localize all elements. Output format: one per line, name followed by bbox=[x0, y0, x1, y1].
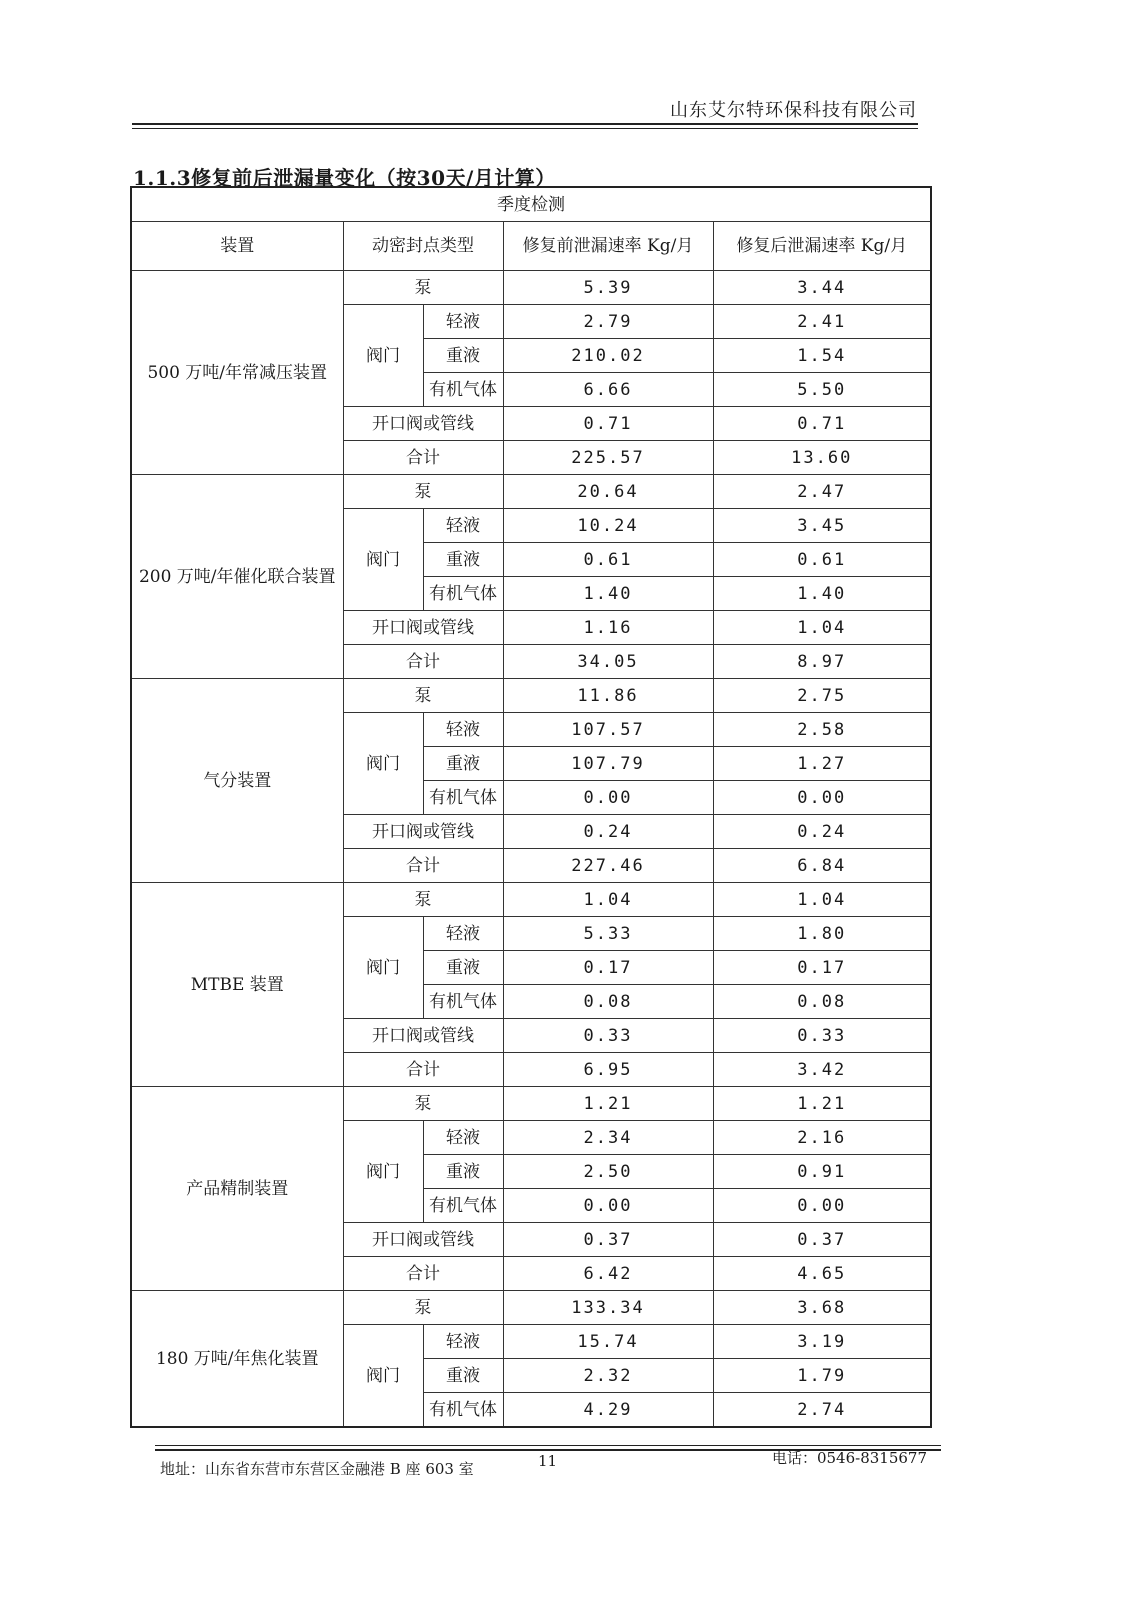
valve-subtype-heavy: 重液 bbox=[423, 543, 503, 577]
table-row bbox=[131, 475, 931, 509]
before-value: 0.33 bbox=[503, 1019, 713, 1053]
page-number: 11 bbox=[538, 1452, 558, 1470]
after-value: 2.74 bbox=[713, 1393, 931, 1428]
table-row bbox=[131, 1291, 931, 1325]
device-name: 180 万吨/年焦化装置 bbox=[131, 1291, 343, 1428]
seal-type-pump: 泵 bbox=[343, 883, 503, 917]
seal-type-valve: 阀门 bbox=[343, 1121, 423, 1223]
before-value: 107.79 bbox=[503, 747, 713, 781]
seal-type-total: 合计 bbox=[343, 441, 503, 475]
after-value: 6.84 bbox=[713, 849, 931, 883]
before-value: 133.34 bbox=[503, 1291, 713, 1325]
seal-type-open: 开口阀或管线 bbox=[343, 1019, 503, 1053]
valve-subtype-heavy: 重液 bbox=[423, 1155, 503, 1189]
seal-type-open: 开口阀或管线 bbox=[343, 815, 503, 849]
header-device: 装置 bbox=[131, 222, 343, 271]
before-value: 15.74 bbox=[503, 1325, 713, 1359]
after-value: 13.60 bbox=[713, 441, 931, 475]
before-value: 225.57 bbox=[503, 441, 713, 475]
seal-type-valve: 阀门 bbox=[343, 713, 423, 815]
after-value: 1.54 bbox=[713, 339, 931, 373]
valve-subtype-light: 轻液 bbox=[423, 305, 503, 339]
before-value: 1.40 bbox=[503, 577, 713, 611]
header-rule bbox=[132, 123, 918, 125]
seal-type-open: 开口阀或管线 bbox=[343, 611, 503, 645]
seal-type-pump: 泵 bbox=[343, 679, 503, 713]
valve-subtype-heavy: 重液 bbox=[423, 747, 503, 781]
before-value: 4.29 bbox=[503, 1393, 713, 1428]
after-value: 4.65 bbox=[713, 1257, 931, 1291]
before-value: 1.16 bbox=[503, 611, 713, 645]
valve-subtype-gas: 有机气体 bbox=[423, 577, 503, 611]
before-value: 20.64 bbox=[503, 475, 713, 509]
before-value: 5.33 bbox=[503, 917, 713, 951]
after-value: 0.33 bbox=[713, 1019, 931, 1053]
header-rule-thin bbox=[132, 128, 918, 129]
before-value: 11.86 bbox=[503, 679, 713, 713]
after-value: 3.68 bbox=[713, 1291, 931, 1325]
after-value: 3.45 bbox=[713, 509, 931, 543]
after-value: 0.00 bbox=[713, 781, 931, 815]
header-seal-type: 动密封点类型 bbox=[343, 222, 503, 271]
before-value: 2.34 bbox=[503, 1121, 713, 1155]
after-value: 3.19 bbox=[713, 1325, 931, 1359]
after-value: 3.42 bbox=[713, 1053, 931, 1087]
after-value: 1.79 bbox=[713, 1359, 931, 1393]
header-before-rate: 修复前泄漏速率 Kg/月 bbox=[503, 222, 713, 271]
before-value: 0.00 bbox=[503, 781, 713, 815]
footer-phone: 电话：0546-8315677 bbox=[771, 1449, 927, 1467]
after-value: 8.97 bbox=[713, 645, 931, 679]
season-label: 季度检测 bbox=[131, 187, 931, 222]
before-value: 2.32 bbox=[503, 1359, 713, 1393]
before-value: 0.08 bbox=[503, 985, 713, 1019]
seal-type-pump: 泵 bbox=[343, 271, 503, 305]
table-row bbox=[131, 1087, 931, 1121]
before-value: 34.05 bbox=[503, 645, 713, 679]
before-value: 0.61 bbox=[503, 543, 713, 577]
seal-type-total: 合计 bbox=[343, 849, 503, 883]
before-value: 0.24 bbox=[503, 815, 713, 849]
footer-rule-thin bbox=[155, 1445, 941, 1446]
before-value: 6.95 bbox=[503, 1053, 713, 1087]
company-name: 山东艾尔特环保科技有限公司 bbox=[670, 100, 917, 121]
valve-subtype-gas: 有机气体 bbox=[423, 373, 503, 407]
before-value: 2.50 bbox=[503, 1155, 713, 1189]
before-value: 6.42 bbox=[503, 1257, 713, 1291]
before-value: 1.21 bbox=[503, 1087, 713, 1121]
table-row bbox=[131, 679, 931, 713]
seal-type-valve: 阀门 bbox=[343, 305, 423, 407]
valve-subtype-light: 轻液 bbox=[423, 713, 503, 747]
valve-subtype-light: 轻液 bbox=[423, 917, 503, 951]
before-value: 227.46 bbox=[503, 849, 713, 883]
after-value: 2.58 bbox=[713, 713, 931, 747]
seal-type-open: 开口阀或管线 bbox=[343, 407, 503, 441]
device-name: 500 万吨/年常减压装置 bbox=[131, 271, 343, 475]
before-value: 0.17 bbox=[503, 951, 713, 985]
section-title: 1.1.3修复前后泄漏量变化（按30天/月计算） bbox=[133, 166, 556, 190]
valve-subtype-light: 轻液 bbox=[423, 1121, 503, 1155]
after-value: 2.75 bbox=[713, 679, 931, 713]
device-name: MTBE 装置 bbox=[131, 883, 343, 1087]
valve-subtype-gas: 有机气体 bbox=[423, 985, 503, 1019]
after-value: 0.91 bbox=[713, 1155, 931, 1189]
seal-type-total: 合计 bbox=[343, 645, 503, 679]
after-value: 0.61 bbox=[713, 543, 931, 577]
before-value: 6.66 bbox=[503, 373, 713, 407]
valve-subtype-light: 轻液 bbox=[423, 1325, 503, 1359]
after-value: 2.16 bbox=[713, 1121, 931, 1155]
seal-type-open: 开口阀或管线 bbox=[343, 1223, 503, 1257]
seal-type-pump: 泵 bbox=[343, 475, 503, 509]
valve-subtype-gas: 有机气体 bbox=[423, 1189, 503, 1223]
seal-type-valve: 阀门 bbox=[343, 917, 423, 1019]
table-row bbox=[131, 883, 931, 917]
before-value: 1.04 bbox=[503, 883, 713, 917]
after-value: 1.21 bbox=[713, 1087, 931, 1121]
after-value: 1.04 bbox=[713, 611, 931, 645]
device-name: 产品精制装置 bbox=[131, 1087, 343, 1291]
seal-type-valve: 阀门 bbox=[343, 1325, 423, 1428]
before-value: 2.79 bbox=[503, 305, 713, 339]
after-value: 3.44 bbox=[713, 271, 931, 305]
leak-rate-table bbox=[130, 186, 932, 1428]
valve-subtype-gas: 有机气体 bbox=[423, 1393, 503, 1428]
before-value: 10.24 bbox=[503, 509, 713, 543]
before-value: 210.02 bbox=[503, 339, 713, 373]
table-row bbox=[131, 271, 931, 305]
before-value: 0.37 bbox=[503, 1223, 713, 1257]
after-value: 0.37 bbox=[713, 1223, 931, 1257]
valve-subtype-heavy: 重液 bbox=[423, 951, 503, 985]
valve-subtype-heavy: 重液 bbox=[423, 1359, 503, 1393]
seal-type-valve: 阀门 bbox=[343, 509, 423, 611]
before-value: 0.00 bbox=[503, 1189, 713, 1223]
before-value: 0.71 bbox=[503, 407, 713, 441]
after-value: 1.40 bbox=[713, 577, 931, 611]
valve-subtype-gas: 有机气体 bbox=[423, 781, 503, 815]
after-value: 0.24 bbox=[713, 815, 931, 849]
valve-subtype-heavy: 重液 bbox=[423, 339, 503, 373]
after-value: 1.80 bbox=[713, 917, 931, 951]
seal-type-pump: 泵 bbox=[343, 1087, 503, 1121]
footer-address: 地址：山东省东营市东营区金融港 B 座 603 室 bbox=[160, 1460, 474, 1478]
before-value: 5.39 bbox=[503, 271, 713, 305]
after-value: 2.41 bbox=[713, 305, 931, 339]
after-value: 0.08 bbox=[713, 985, 931, 1019]
after-value: 1.27 bbox=[713, 747, 931, 781]
device-name: 气分装置 bbox=[131, 679, 343, 883]
after-value: 0.17 bbox=[713, 951, 931, 985]
after-value: 0.00 bbox=[713, 1189, 931, 1223]
valve-subtype-light: 轻液 bbox=[423, 509, 503, 543]
seal-type-total: 合计 bbox=[343, 1257, 503, 1291]
after-value: 0.71 bbox=[713, 407, 931, 441]
header-after-rate: 修复后泄漏速率 Kg/月 bbox=[713, 222, 931, 271]
after-value: 5.50 bbox=[713, 373, 931, 407]
after-value: 1.04 bbox=[713, 883, 931, 917]
after-value: 2.47 bbox=[713, 475, 931, 509]
seal-type-total: 合计 bbox=[343, 1053, 503, 1087]
seal-type-pump: 泵 bbox=[343, 1291, 503, 1325]
before-value: 107.57 bbox=[503, 713, 713, 747]
device-name: 200 万吨/年催化联合装置 bbox=[131, 475, 343, 679]
